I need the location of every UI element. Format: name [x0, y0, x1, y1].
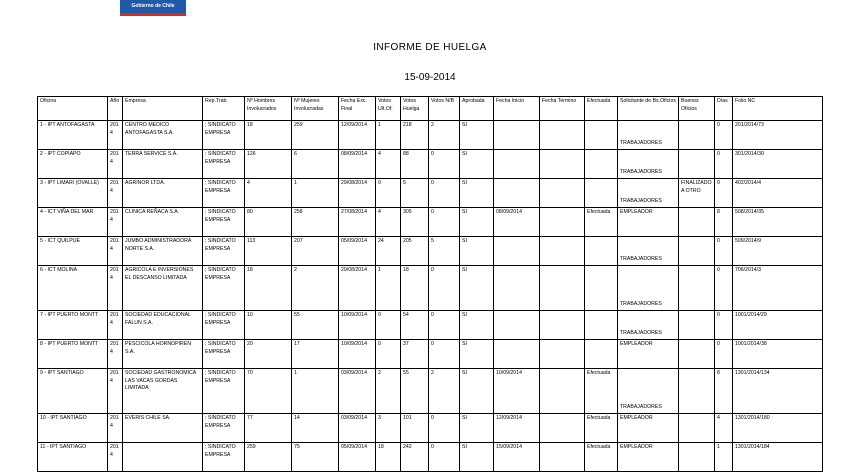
col-header-votos-ult: Votos Ult.Of.	[376, 97, 401, 121]
table-row	[38, 266, 823, 311]
table-row	[38, 340, 823, 369]
cell-hombres: 80	[245, 208, 292, 237]
col-header-oficina: Oficina	[38, 97, 108, 121]
cell-efectuada: Efectuada	[585, 414, 618, 443]
cell-folio: 1301/2014/184	[733, 443, 823, 472]
col-header-aprobada: Aprobada	[460, 97, 494, 121]
cell-aprobada: SI	[460, 443, 494, 472]
cell-mujeres: 75	[292, 443, 339, 472]
cell-fecha-inicio	[494, 237, 540, 266]
cell-fecha-exc: 08/09/2014	[339, 150, 376, 179]
cell-votos-ult: 3	[376, 414, 401, 443]
cell-mujeres: 14	[292, 414, 339, 443]
cell-rep-trab: ; SINDICATO EMPRESA	[203, 414, 245, 443]
cell-efectuada	[585, 150, 618, 179]
cell-votos-huelga: 218	[401, 121, 429, 150]
cell-oficina: 4 - ICT VIÑA DEL MAR	[38, 208, 108, 237]
cell-fecha-termino	[540, 150, 585, 179]
col-header-votos-huelga: Votos Huelga	[401, 97, 429, 121]
cell-solicitante: TRABAJADORES	[618, 369, 679, 414]
cell-aprobada: SI	[460, 208, 494, 237]
col-header-empresa: Empresa	[123, 97, 203, 121]
cell-solicitante: TRABAJADORES	[618, 311, 679, 340]
cell-votos-nb: 0	[429, 179, 460, 208]
cell-empresa	[123, 443, 203, 472]
cell-oficina: 10 - IPT SANTIAGO	[38, 414, 108, 443]
cell-hombres: 126	[245, 150, 292, 179]
cell-solicitante: EMPLEADOR	[618, 443, 679, 472]
cell-folio: 402/2014/4	[733, 179, 823, 208]
cell-votos-ult: 18	[376, 443, 401, 472]
cell-rep-trab: ; SINDICATO EMPRESA	[203, 340, 245, 369]
col-header-solicitante: Solicitante de Bs.Oficios	[618, 97, 679, 121]
cell-fecha-termino	[540, 311, 585, 340]
cell-efectuada	[585, 237, 618, 266]
cell-oficina: 5 - ICT QUILPUE	[38, 237, 108, 266]
table-header-row	[38, 97, 823, 121]
cell-buenos-oficios: FINALIZADO A OTRO	[679, 179, 715, 208]
cell-fecha-termino	[540, 121, 585, 150]
cell-rep-trab: ; SINDICATO EMPRESA	[203, 266, 245, 311]
cell-votos-ult: 0	[376, 340, 401, 369]
cell-fecha-exc: 10/09/2014	[339, 340, 376, 369]
col-header-fecha-inicio: Fecha Inicio	[494, 97, 540, 121]
table-row	[38, 179, 823, 208]
cell-solicitante: EMPLEADOR	[618, 414, 679, 443]
cell-empresa: CLINICA REÑACA S.A.	[123, 208, 203, 237]
cell-votos-huelga: 5	[401, 179, 429, 208]
cell-dias: 0	[715, 237, 733, 266]
cell-rep-trab: ; SINDICATO EMPRESA	[203, 237, 245, 266]
cell-oficina: 3 - IPT LIMARI (OVALLE)	[38, 179, 108, 208]
cell-hombres: 113	[245, 237, 292, 266]
cell-anio: 2014	[108, 237, 123, 266]
cell-anio: 2014	[108, 266, 123, 311]
cell-folio: 1301/2014/180	[733, 414, 823, 443]
cell-votos-nb: 0	[429, 208, 460, 237]
cell-votos-nb: 0	[429, 150, 460, 179]
cell-efectuada	[585, 266, 618, 311]
cell-votos-nb: 0	[429, 311, 460, 340]
cell-solicitante: TRABAJADORES	[618, 179, 679, 208]
cell-folio: 201/2014/73	[733, 121, 823, 150]
cell-anio: 2014	[108, 443, 123, 472]
cell-anio: 2014	[108, 311, 123, 340]
cell-votos-ult: 2	[376, 369, 401, 414]
cell-fecha-inicio	[494, 150, 540, 179]
cell-fecha-termino	[540, 266, 585, 311]
col-header-mujeres: Nº Mujeres Involucradas	[292, 97, 339, 121]
cell-votos-nb: 0	[429, 443, 460, 472]
cell-mujeres: 17	[292, 340, 339, 369]
cell-aprobada: SI	[460, 179, 494, 208]
cell-buenos-oficios	[679, 121, 715, 150]
cell-oficina: 2 - IPT COPIAPO	[38, 150, 108, 179]
cell-votos-huelga: 305	[401, 208, 429, 237]
col-header-votos-nb: Votos N/B	[429, 97, 460, 121]
cell-fecha-inicio: 08/09/2014	[494, 208, 540, 237]
cell-anio: 2014	[108, 121, 123, 150]
cell-dias: 1	[715, 443, 733, 472]
cell-rep-trab: ; SINDICATO EMPRESA	[203, 443, 245, 472]
cell-votos-huelga: 88	[401, 150, 429, 179]
cell-votos-ult: 1	[376, 121, 401, 150]
cell-dias: 0	[715, 179, 733, 208]
cell-fecha-exc: 10/09/2014	[339, 311, 376, 340]
cell-buenos-oficios	[679, 369, 715, 414]
cell-fecha-exc: 03/09/2014	[339, 369, 376, 414]
cell-anio: 2014	[108, 179, 123, 208]
cell-efectuada	[585, 179, 618, 208]
cell-dias: 4	[715, 414, 733, 443]
cell-empresa: EVERIS CHILE SA.	[123, 414, 203, 443]
cell-hombres: 259	[245, 443, 292, 472]
cell-buenos-oficios	[679, 208, 715, 237]
cell-votos-ult: 1	[376, 266, 401, 311]
col-header-efectuada: Efectuada	[585, 97, 618, 121]
cell-votos-ult: 4	[376, 150, 401, 179]
cell-mujeres: 6	[292, 150, 339, 179]
cell-empresa: TERRA SERVICE S.A.	[123, 150, 203, 179]
cell-hombres: 18	[245, 121, 292, 150]
cell-solicitante: TRABAJADORES	[618, 237, 679, 266]
cell-mujeres: 1	[292, 369, 339, 414]
cell-solicitante: EMPLEADOR	[618, 340, 679, 369]
cell-anio: 2014	[108, 414, 123, 443]
cell-empresa: AGRINOR LTDA.	[123, 179, 203, 208]
cell-mujeres: 207	[292, 237, 339, 266]
logo-red-band	[120, 13, 186, 16]
cell-votos-ult: 0	[376, 179, 401, 208]
cell-votos-huelga: 54	[401, 311, 429, 340]
cell-folio: 1001/2014/29	[733, 311, 823, 340]
cell-mujeres: 258	[292, 208, 339, 237]
cell-efectuada	[585, 311, 618, 340]
cell-fecha-inicio	[494, 311, 540, 340]
cell-votos-ult: 0	[376, 311, 401, 340]
cell-buenos-oficios	[679, 311, 715, 340]
col-header-dias: Días	[715, 97, 733, 121]
cell-votos-huelga: 18	[401, 266, 429, 311]
logo-text: Gobierno de Chile	[131, 3, 175, 9]
cell-fecha-termino	[540, 443, 585, 472]
cell-hombres: 20	[245, 340, 292, 369]
cell-dias: 0	[715, 311, 733, 340]
cell-empresa: PESCICOLA HORNOPIREN S.A.	[123, 340, 203, 369]
cell-buenos-oficios	[679, 443, 715, 472]
cell-empresa: AGRICOLA E INVERSIONES EL DESCANSO LIMITADA	[123, 266, 203, 311]
cell-oficina: 11 - IPT SANTIAGO	[38, 443, 108, 472]
cell-oficina: 9 - IPT SANTIAGO	[38, 369, 108, 414]
cell-fecha-inicio	[494, 121, 540, 150]
cell-fecha-termino	[540, 208, 585, 237]
cell-folio: 509/2014/9	[733, 237, 823, 266]
cell-rep-trab: ; SINDICATO EMPRESA	[203, 208, 245, 237]
cell-hombres: 18	[245, 266, 292, 311]
cell-oficina: 7 - IPT PUERTO MONTT	[38, 311, 108, 340]
cell-aprobada: SI	[460, 266, 494, 311]
cell-dias: 0	[715, 121, 733, 150]
cell-fecha-inicio	[494, 340, 540, 369]
cell-votos-huelga: 242	[401, 443, 429, 472]
cell-fecha-exc: 05/09/2014	[339, 237, 376, 266]
cell-anio: 2014	[108, 150, 123, 179]
cell-fecha-exc: 05/09/2014	[339, 443, 376, 472]
cell-fecha-exc: 12/09/2014	[339, 121, 376, 150]
table-row	[38, 150, 823, 179]
cell-fecha-termino	[540, 340, 585, 369]
cell-empresa: SOCIEDAD EDUCACIONAL FALUN S.A.	[123, 311, 203, 340]
cell-folio: 301/2014/30	[733, 150, 823, 179]
col-header-anio: Año	[108, 97, 123, 121]
cell-votos-nb: 5	[429, 237, 460, 266]
cell-fecha-termino	[540, 179, 585, 208]
cell-anio: 2014	[108, 340, 123, 369]
report-date: 15-09-2014	[404, 72, 456, 83]
cell-votos-ult: 24	[376, 237, 401, 266]
cell-fecha-inicio	[494, 266, 540, 311]
col-header-buenos: Buenos Oficios	[679, 97, 715, 121]
cell-fecha-exc: 03/09/2014	[339, 414, 376, 443]
cell-fecha-termino	[540, 369, 585, 414]
cell-aprobada: SI	[460, 311, 494, 340]
cell-anio: 2014	[108, 369, 123, 414]
cell-fecha-inicio	[494, 179, 540, 208]
cell-buenos-oficios	[679, 266, 715, 311]
cell-solicitante: TRABAJADORES	[618, 121, 679, 150]
cell-oficina: 6 - ICT MOLINA	[38, 266, 108, 311]
cell-buenos-oficios	[679, 237, 715, 266]
table-row	[38, 369, 823, 414]
cell-buenos-oficios	[679, 340, 715, 369]
cell-oficina: 1 - IPT ANTOFAGASTA	[38, 121, 108, 150]
cell-dias: 8	[715, 208, 733, 237]
cell-dias: 0	[715, 266, 733, 311]
cell-aprobada: SI	[460, 340, 494, 369]
cell-efectuada: Efectuada	[585, 369, 618, 414]
cell-fecha-termino	[540, 237, 585, 266]
cell-hombres: 4	[245, 179, 292, 208]
table-row	[38, 443, 823, 472]
cell-votos-huelga: 101	[401, 414, 429, 443]
cell-votos-nb: 2	[429, 369, 460, 414]
report-title: INFORME DE HUELGA	[373, 42, 487, 53]
cell-folio: 706/2014/3	[733, 266, 823, 311]
cell-fecha-inicio: 10/09/2014	[494, 369, 540, 414]
col-header-fecha-termino: Fecha Termino	[540, 97, 585, 121]
cell-rep-trab: ; SINDICATO EMPRESA	[203, 179, 245, 208]
cell-fecha-inicio: 12/09/2014	[494, 414, 540, 443]
cell-hombres: 70	[245, 369, 292, 414]
cell-mujeres: 259	[292, 121, 339, 150]
cell-votos-huelga: 37	[401, 340, 429, 369]
cell-aprobada: SI	[460, 237, 494, 266]
cell-efectuada	[585, 121, 618, 150]
cell-efectuada: Efectuada	[585, 443, 618, 472]
cell-rep-trab: ; SINDICATO EMPRESA	[203, 369, 245, 414]
cell-fecha-termino	[540, 414, 585, 443]
cell-empresa: SOCIEDAD GASTRONOMICA LAS VACAS GORDAS LIMITADA	[123, 369, 203, 414]
cell-fecha-exc: 29/08/2014	[339, 179, 376, 208]
col-header-fecha-exc: Fecha Exc. Final	[339, 97, 376, 121]
cell-efectuada: Efectuada	[585, 208, 618, 237]
cell-folio: 508/2014/35	[733, 208, 823, 237]
col-header-rep: Rep.Trab.	[203, 97, 245, 121]
table-row	[38, 121, 823, 150]
cell-hombres: 10	[245, 311, 292, 340]
cell-oficina: 8 - IPT PUERTO MONTT	[38, 340, 108, 369]
cell-dias: 0	[715, 340, 733, 369]
gobierno-logo	[120, 0, 186, 16]
cell-buenos-oficios	[679, 150, 715, 179]
cell-votos-huelga: 55	[401, 369, 429, 414]
strike-report-table	[37, 96, 823, 472]
cell-solicitante: TRABAJADORES	[618, 266, 679, 311]
cell-fecha-inicio: 15/09/2014	[494, 443, 540, 472]
cell-votos-huelga: 205	[401, 237, 429, 266]
cell-aprobada: SI	[460, 369, 494, 414]
cell-dias: 8	[715, 369, 733, 414]
cell-empresa: JUMBO ADMINISTRADORA NORTE S.A.	[123, 237, 203, 266]
cell-empresa: CENTRO MEDICO ANTOFAGASTA S.A.	[123, 121, 203, 150]
cell-rep-trab: ; SINDICATO EMPRESA	[203, 311, 245, 340]
cell-mujeres: 55	[292, 311, 339, 340]
cell-aprobada: SI	[460, 150, 494, 179]
cell-folio: 1301/2014/134	[733, 369, 823, 414]
cell-buenos-oficios	[679, 414, 715, 443]
cell-dias: 0	[715, 150, 733, 179]
cell-votos-ult: 4	[376, 208, 401, 237]
cell-rep-trab: ; SINDICATO EMPRESA	[203, 121, 245, 150]
table-row	[38, 208, 823, 237]
col-header-folio: Folio NC	[733, 97, 823, 121]
cell-mujeres: 2	[292, 266, 339, 311]
cell-solicitante: EMPLEADOR	[618, 208, 679, 237]
cell-fecha-exc: 29/08/2014	[339, 266, 376, 311]
cell-fecha-exc: 27/08/2014	[339, 208, 376, 237]
cell-votos-nb: 0	[429, 414, 460, 443]
cell-solicitante: TRABAJADORES	[618, 150, 679, 179]
col-header-hombres: Nº Hombres Involucrados	[245, 97, 292, 121]
table-row	[38, 311, 823, 340]
cell-hombres: 77	[245, 414, 292, 443]
cell-votos-nb: 0	[429, 266, 460, 311]
cell-aprobada: SI	[460, 121, 494, 150]
cell-rep-trab: ; SINDICATO EMPRESA	[203, 150, 245, 179]
cell-votos-nb: 0	[429, 340, 460, 369]
cell-anio: 2014	[108, 208, 123, 237]
table-row	[38, 237, 823, 266]
table-row	[38, 414, 823, 443]
cell-folio: 1001/2014/38	[733, 340, 823, 369]
cell-efectuada	[585, 340, 618, 369]
cell-mujeres: 1	[292, 179, 339, 208]
cell-votos-nb: 2	[429, 121, 460, 150]
cell-aprobada: SI	[460, 414, 494, 443]
